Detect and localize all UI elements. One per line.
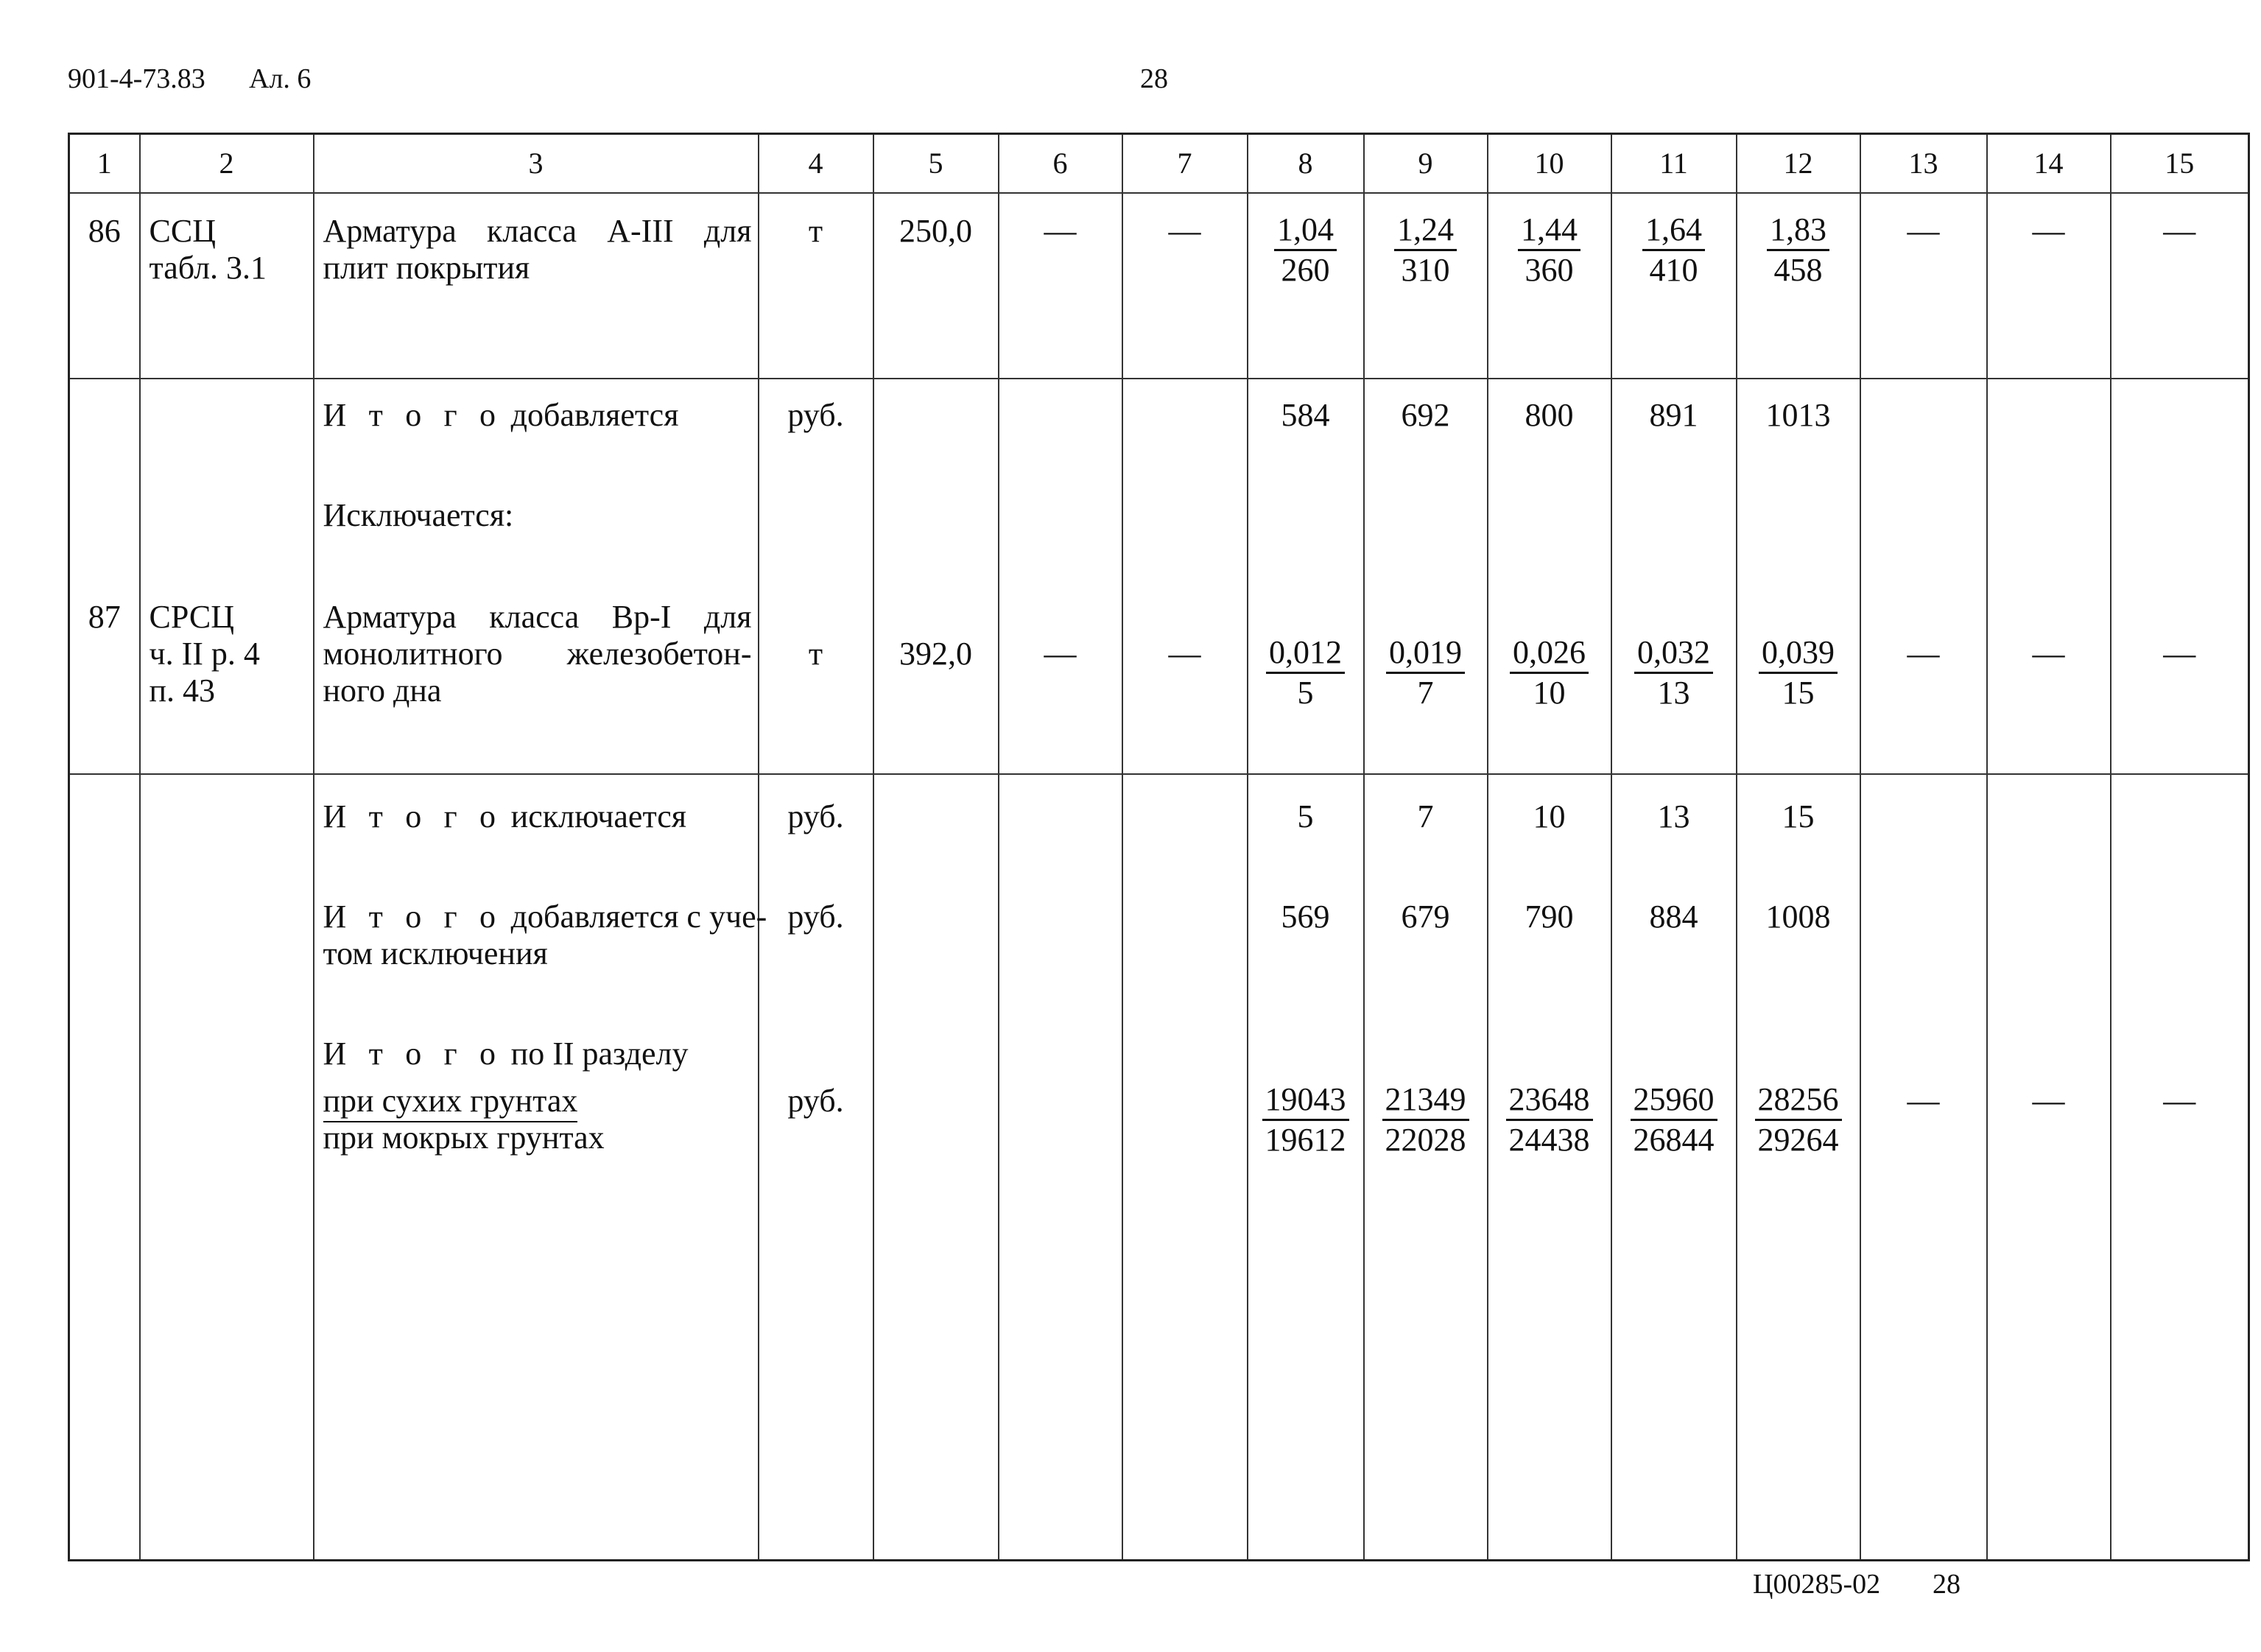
source-ref-line: ССЦ: [149, 213, 216, 249]
unit: руб.: [787, 397, 844, 433]
section-total-conditions: при мокрых грунтах: [323, 1120, 605, 1156]
fraction-value: $\frac{1,83}{458}$: [1767, 212, 1829, 288]
total-value: 891: [1649, 397, 1698, 433]
table-row-87: [69, 379, 2249, 774]
fraction-value: $\frac{0,039}{15}$: [1759, 635, 1838, 711]
total-excluded-label: И т о г о исключается: [323, 798, 686, 834]
item-description-line: Арматура класса Вр-I для: [323, 599, 752, 635]
item-description-line: плит покрытия: [323, 250, 530, 286]
dash: —: [2032, 1083, 2065, 1119]
col-header: 15: [2111, 134, 2249, 194]
source-ref-line: табл. 3.1: [149, 250, 267, 286]
source-ref-line: п. 43: [149, 672, 216, 709]
total-value: 692: [1401, 397, 1450, 433]
section-total-fraction: $\frac{23648}{24438}$: [1506, 1082, 1593, 1158]
source-ref-line: ч. II р. 4: [149, 636, 260, 672]
col-header: 1: [69, 134, 140, 194]
added-net-value: 884: [1649, 899, 1698, 935]
col-header: 11: [1611, 134, 1737, 194]
unit-price: 250,0: [899, 213, 972, 249]
section-total-fraction: $\frac{19043}{19612}$: [1262, 1082, 1349, 1158]
added-net-value: 1008: [1765, 899, 1831, 935]
col-header: 4: [759, 134, 873, 194]
dash: —: [1044, 636, 1077, 672]
dash: —: [1907, 213, 1940, 249]
dash: —: [1907, 1083, 1940, 1119]
page-number-top: 28: [1140, 63, 1168, 94]
item-description-line: монолитного железобетон-: [323, 636, 752, 672]
col-header: 2: [140, 134, 314, 194]
estimate-table: [68, 133, 2250, 1561]
section-total-fraction: $\frac{25960}{26844}$: [1631, 1082, 1717, 1158]
row-number: 86: [88, 213, 121, 249]
dash: —: [2163, 213, 2196, 249]
footer-code: Ц00285-02: [1753, 1569, 1881, 1600]
fraction-value: $\frac{1,04}{260}$: [1274, 212, 1337, 288]
item-description-line: ного дна: [323, 672, 442, 709]
table-row-86: [69, 193, 2249, 379]
col-header: 13: [1860, 134, 1987, 194]
excluded-value: 15: [1782, 798, 1815, 834]
unit: т: [808, 636, 823, 672]
excluded-value: 13: [1657, 798, 1690, 834]
dash: —: [1907, 636, 1940, 672]
fraction-value: $\frac{0,026}{10}$: [1510, 635, 1589, 711]
fraction-value: $\frac{0,019}{7}$: [1386, 635, 1465, 711]
fraction-value: $\frac{1,44}{360}$: [1518, 212, 1580, 288]
column-number-row: [69, 134, 2249, 194]
added-net-value: 569: [1281, 899, 1330, 935]
col-header: 5: [873, 134, 999, 194]
col-header: 3: [314, 134, 759, 194]
col-header: 12: [1737, 134, 1860, 194]
excluded-value: 7: [1417, 798, 1434, 834]
section-total-fraction: $\frac{28256}{29264}$: [1755, 1082, 1842, 1158]
dash: —: [1168, 213, 1201, 249]
total-value: 584: [1281, 397, 1330, 433]
table-row-totals: [69, 774, 2249, 1561]
unit: руб.: [787, 899, 844, 935]
fraction-value: $\frac{1,64}{410}$: [1642, 212, 1705, 288]
unit: т: [808, 213, 823, 249]
col-header: 7: [1122, 134, 1248, 194]
page-number-bottom: 28: [1933, 1569, 1961, 1600]
item-description-line: Арматура класса А-III для: [323, 213, 752, 249]
col-header: 9: [1364, 134, 1488, 194]
fraction-value: $\frac{0,032}{13}$: [1634, 635, 1713, 711]
total-value: 1013: [1765, 397, 1831, 433]
fraction-value: $\frac{0,012}{5}$: [1266, 635, 1345, 711]
added-net-value: 790: [1525, 899, 1574, 935]
col-header: 8: [1248, 134, 1364, 194]
added-net-value: 679: [1401, 899, 1450, 935]
unit: руб.: [787, 798, 844, 834]
total-value: 800: [1525, 397, 1574, 433]
col-header: 14: [1987, 134, 2111, 194]
col-header: 6: [999, 134, 1122, 194]
unit-price: 392,0: [899, 636, 972, 672]
sheet-label: Ал. 6: [249, 63, 312, 94]
fraction-value: $\frac{1,24}{310}$: [1394, 212, 1457, 288]
dash: —: [2163, 636, 2196, 672]
dash: —: [2032, 213, 2065, 249]
total-added-label: И т о г о добавляется: [323, 397, 679, 433]
row-number: 87: [88, 599, 121, 635]
dash: —: [2163, 1083, 2196, 1119]
section-total-label: И т о г о по II разделу: [323, 1036, 689, 1072]
excluded-value: 10: [1533, 798, 1566, 834]
section-total-fraction: $\frac{21349}{22028}$: [1382, 1082, 1469, 1158]
source-ref-line: СРСЦ: [149, 599, 234, 635]
excluded-label: Исключается:: [323, 497, 514, 533]
document-code: 901-4-73.83: [68, 63, 205, 94]
unit: руб.: [787, 1083, 844, 1119]
dash: —: [1044, 213, 1077, 249]
dash: —: [2032, 636, 2065, 672]
excluded-value: 5: [1297, 798, 1314, 834]
dash: —: [1168, 636, 1201, 672]
col-header: 10: [1488, 134, 1611, 194]
total-added-net-label: И т о г о добавляется с уче-: [323, 899, 767, 935]
total-added-net-label-line2: том исключения: [323, 935, 548, 971]
section-total-conditions: при сухих грунтах: [323, 1083, 752, 1122]
